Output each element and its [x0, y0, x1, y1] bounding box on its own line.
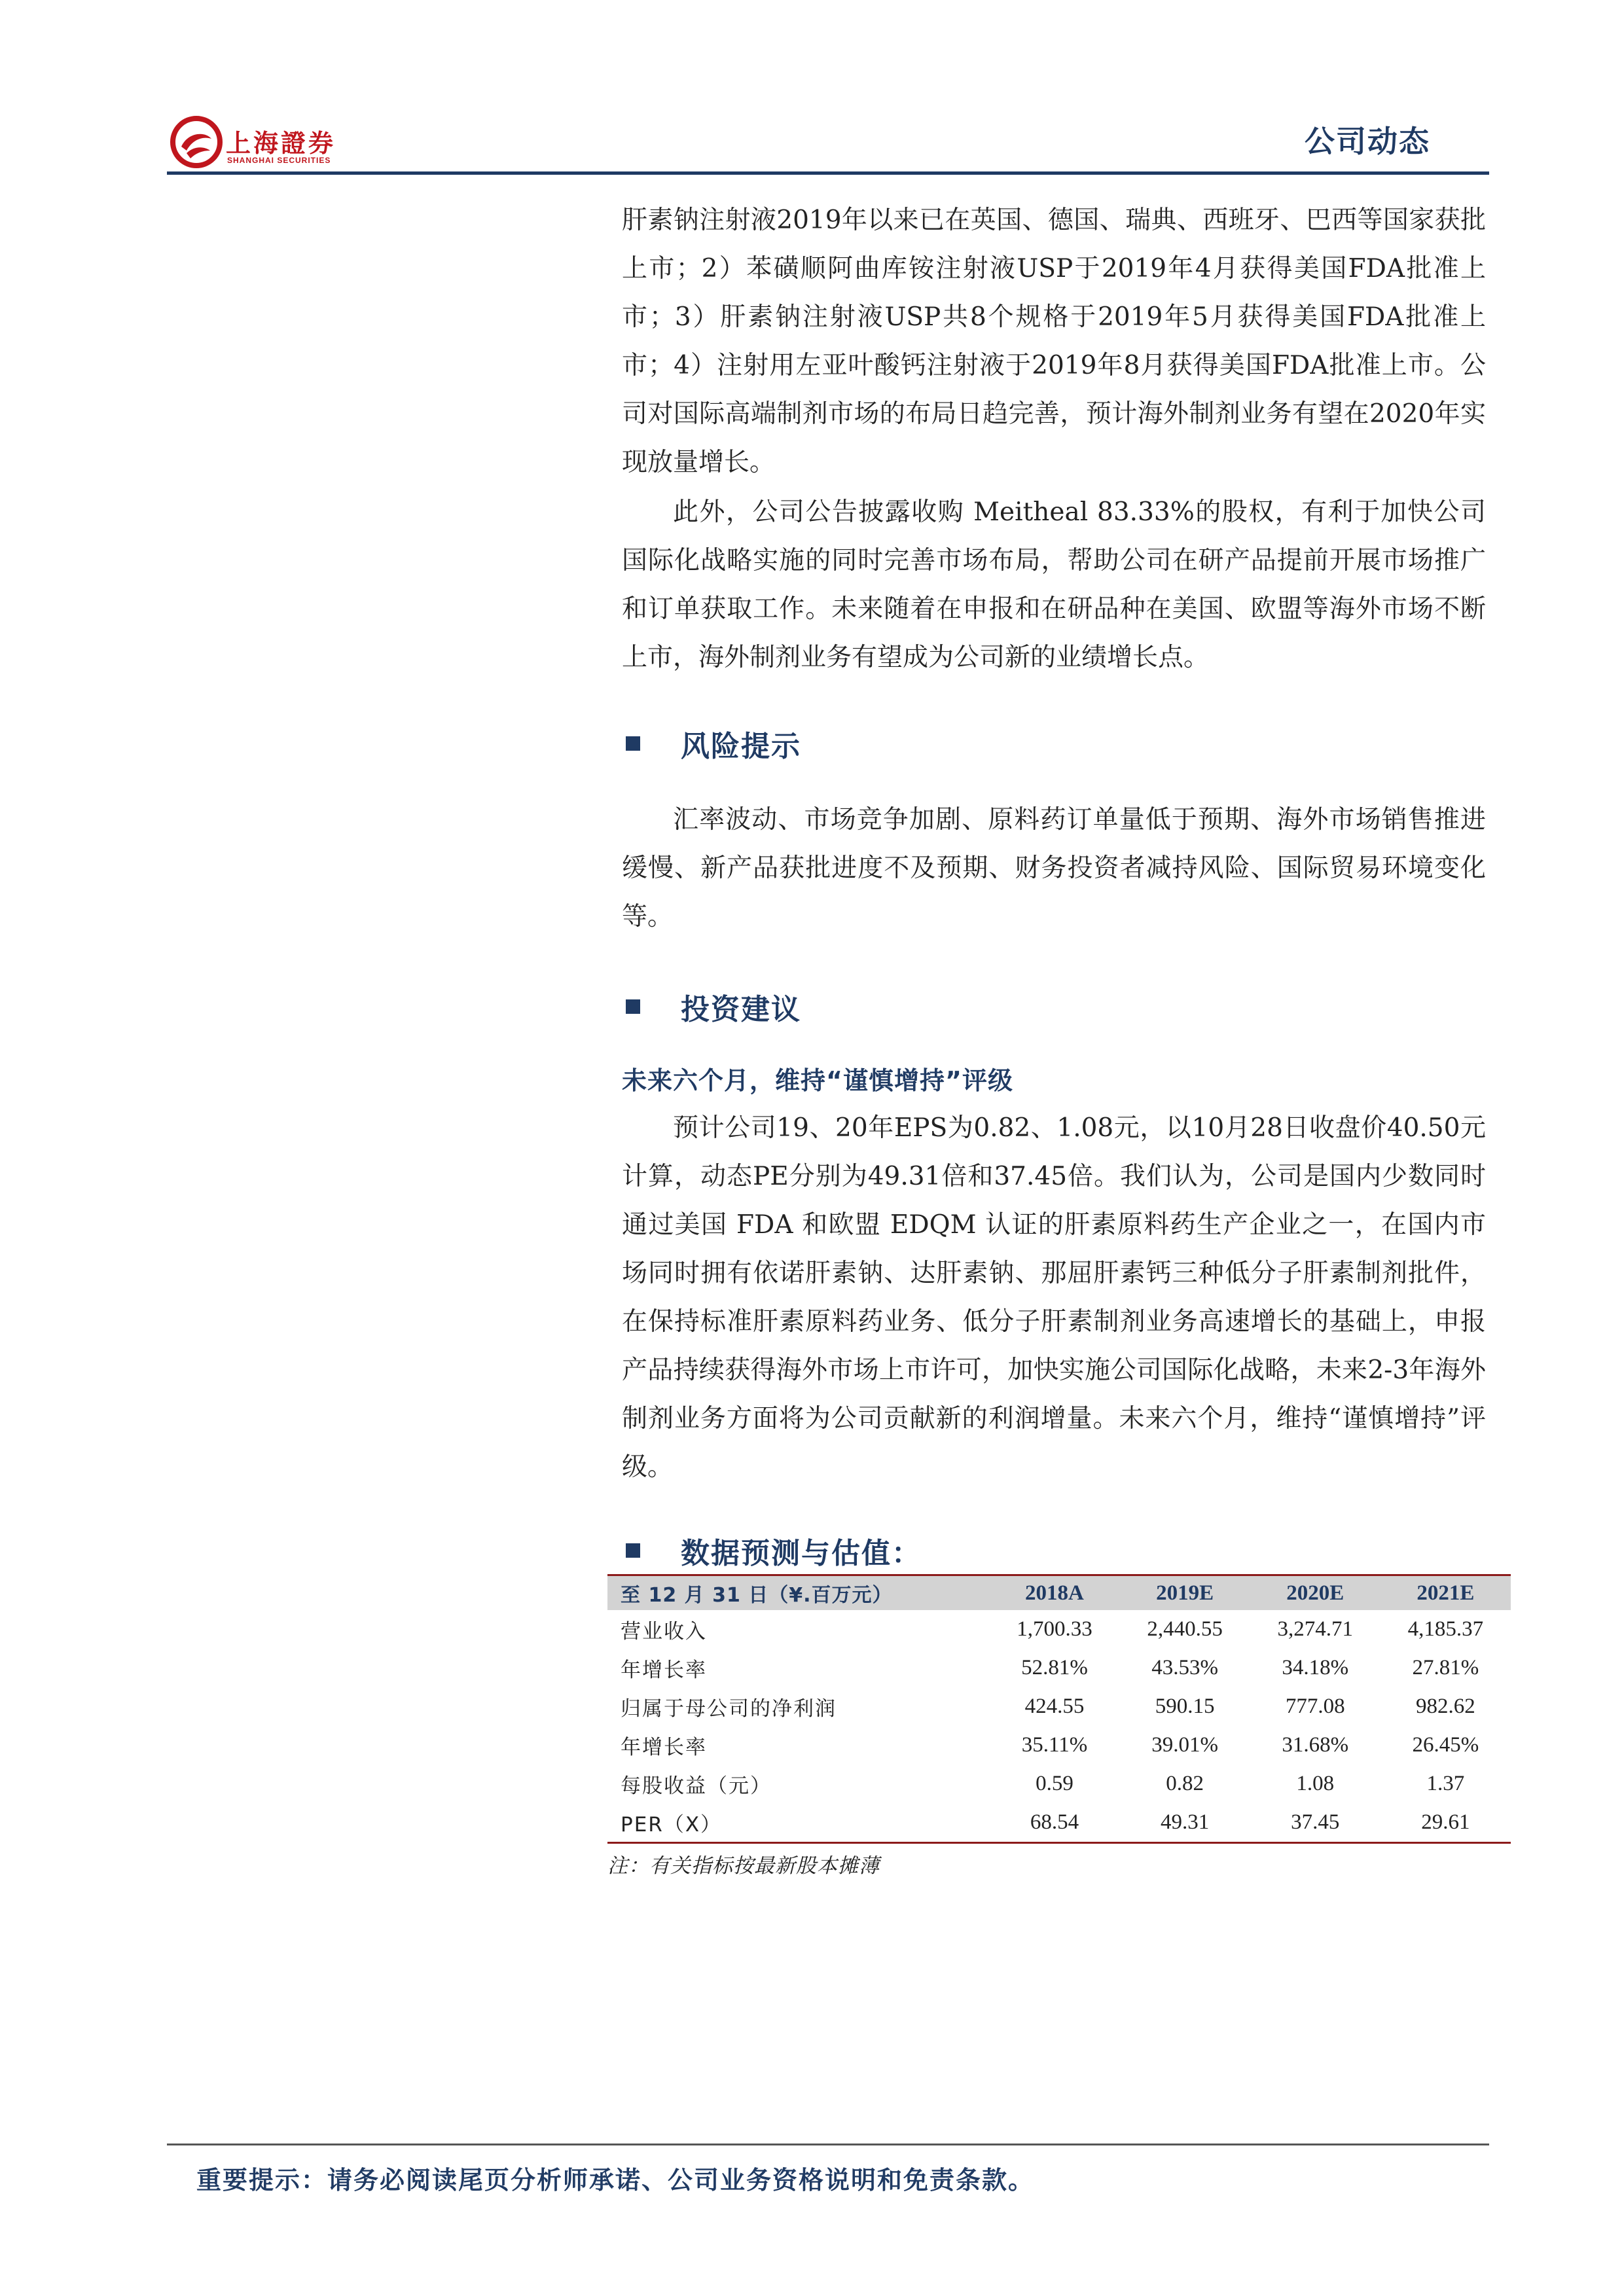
disclaimer-notice: 重要提示：请务必阅读尾页分析师承诺、公司业务资格说明和免责条款。	[196, 2166, 1035, 2195]
table-column-header: 2021E	[1380, 1575, 1511, 1611]
table-row	[607, 1726, 1511, 1765]
table-cell: 37.45	[1250, 1803, 1380, 1843]
table-cell: 49.31	[1120, 1803, 1250, 1843]
table-cell: 1,700.33	[1017, 1617, 1092, 1641]
table-cell: 0.59	[1036, 1772, 1074, 1795]
table-row	[607, 1687, 1511, 1726]
risk-heading-text: 风险提示	[681, 730, 801, 763]
table-row	[607, 1803, 1511, 1843]
logo-emblem-icon	[167, 113, 226, 171]
advice-text: 预计公司19、20年EPS为0.82、1.08元，以10月28日收盘价40.50元计算，动态PE分别为49.31倍和37.45倍。我们认为，公司是国内少数同时通过美国 FDA 和欧盟 EDQM 认证的肝素原料药生产企业之一，在国内市场同时拥有依诺肝素钠、达肝素钠、那屈肝素钙三种低分子肝素制剂批件，在保持标准肝素原料药业务、低分子肝素制剂业务高速增长的基础上，申报产品持续获得海外市场上市许可，加快实施公司国际化战略，未来2-3年海外制剂业务方面将为公司贡献新的利润增量。未来六个月，维持“谨慎增持”评级。	[622, 1113, 1486, 1482]
table-cell: 26.45%	[1412, 1733, 1479, 1757]
table-cell: 43.53%	[1151, 1656, 1218, 1679]
table-row	[607, 1765, 1511, 1803]
table-cell: 3,274.71	[1277, 1617, 1353, 1641]
table-cell: 1.37	[1426, 1772, 1465, 1795]
rating-subheading: 未来六个月，维持“谨慎增持”评级	[622, 1066, 1013, 1095]
footer-divider	[167, 2144, 1489, 2145]
row-label: PER（X）	[607, 1803, 989, 1843]
table-cell: 27.81%	[1412, 1656, 1479, 1679]
table-cell: 35.11%	[1021, 1733, 1088, 1757]
row-label: 年增长率	[621, 1736, 707, 1759]
row-label: 归属于母公司的净利润	[621, 1697, 837, 1721]
forecast-heading-text: 数据预测与估值：	[681, 1537, 922, 1570]
table-cell: 2,440.55	[1147, 1617, 1223, 1641]
table-cell: 590.15	[1155, 1695, 1215, 1718]
table-header-row	[607, 1575, 1511, 1611]
paragraph-approvals: 肝素钠注射液2019年以来已在英国、德国、瑞典、西班牙、巴西等国家获批上市；2）苯磺顺阿曲库铵注射液USP于2019年4月获得美国FDA批准上市；3）肝素钠注射液USP共8个规格于2019年5月获得美国FDA批准上市；4）注射用左亚叶酸钙注射液于2019年8月获得美国FDA批准上市。公司对国际高端制剂市场的布局日趋完善，预计海外制剂业务有望在2020年实现放量增长。	[622, 206, 1486, 477]
risk-text: 汇率波动、市场竞争加剧、原料药订单量低于预期、海外市场销售推进缓慢、新产品获批进度不及预期、财务投资者减持风险、国际贸易环境变化等。	[622, 805, 1486, 931]
table-cell: 0.82	[1166, 1772, 1204, 1795]
table-cell: 52.81%	[1021, 1656, 1088, 1679]
forecast-heading	[622, 1530, 1486, 1571]
table-cell: 39.01%	[1151, 1733, 1218, 1757]
company-logo	[167, 111, 376, 177]
table-row	[607, 1610, 1511, 1649]
table-cell: 1.08	[1296, 1772, 1335, 1795]
table-cell: 4,185.37	[1407, 1617, 1484, 1641]
page-header	[167, 111, 1489, 177]
advice-heading-text: 投资建议	[681, 993, 801, 1026]
forecast-table	[607, 1574, 1511, 1844]
row-label: 每股收益（元）	[621, 1774, 772, 1798]
paragraph-acquisition: 此外，公司公告披露收购 Meitheal 83.33%的股权，有利于加快公司国际化战略实施的同时完善市场布局，帮助公司在研产品提前开展市场推广和订单获取工作。未来随着在申报和在研品种在美国、欧盟等海外市场不断上市，海外制剂业务有望成为公司新的业绩增长点。	[622, 497, 1486, 672]
table-column-header: 2019E	[1120, 1575, 1250, 1611]
square-bullet-icon	[626, 999, 640, 1014]
logo-text: 上海證券	[226, 129, 336, 158]
logo-subtitle: SHANGHAI SECURITIES	[227, 156, 331, 165]
header-divider	[167, 171, 1489, 175]
table-row	[607, 1649, 1511, 1687]
table-cell: 982.62	[1416, 1695, 1475, 1718]
table-footnote: 注：有关指标按最新股本摊薄	[607, 1854, 880, 1878]
main-content	[607, 196, 1486, 1878]
table-column-header: 2018A	[989, 1575, 1119, 1611]
table-cell: 29.61	[1380, 1803, 1511, 1843]
square-bullet-icon	[626, 736, 640, 751]
section-label: 公司动态	[1305, 124, 1430, 159]
advice-heading	[622, 986, 1486, 1028]
row-label: 年增长率	[621, 1659, 707, 1682]
table-cell: 777.08	[1285, 1695, 1345, 1718]
table-cell: 68.54	[989, 1803, 1119, 1843]
table-cell: 424.55	[1024, 1695, 1085, 1718]
table-cell: 31.68%	[1282, 1733, 1349, 1757]
table-column-header: 2020E	[1250, 1575, 1380, 1611]
row-label: 营业收入	[621, 1620, 707, 1643]
risk-heading	[622, 723, 1486, 764]
table-header-label: 至 12 月 31 日（¥.百万元）	[607, 1575, 989, 1611]
table-cell: 34.18%	[1282, 1656, 1349, 1679]
square-bullet-icon	[626, 1543, 640, 1558]
